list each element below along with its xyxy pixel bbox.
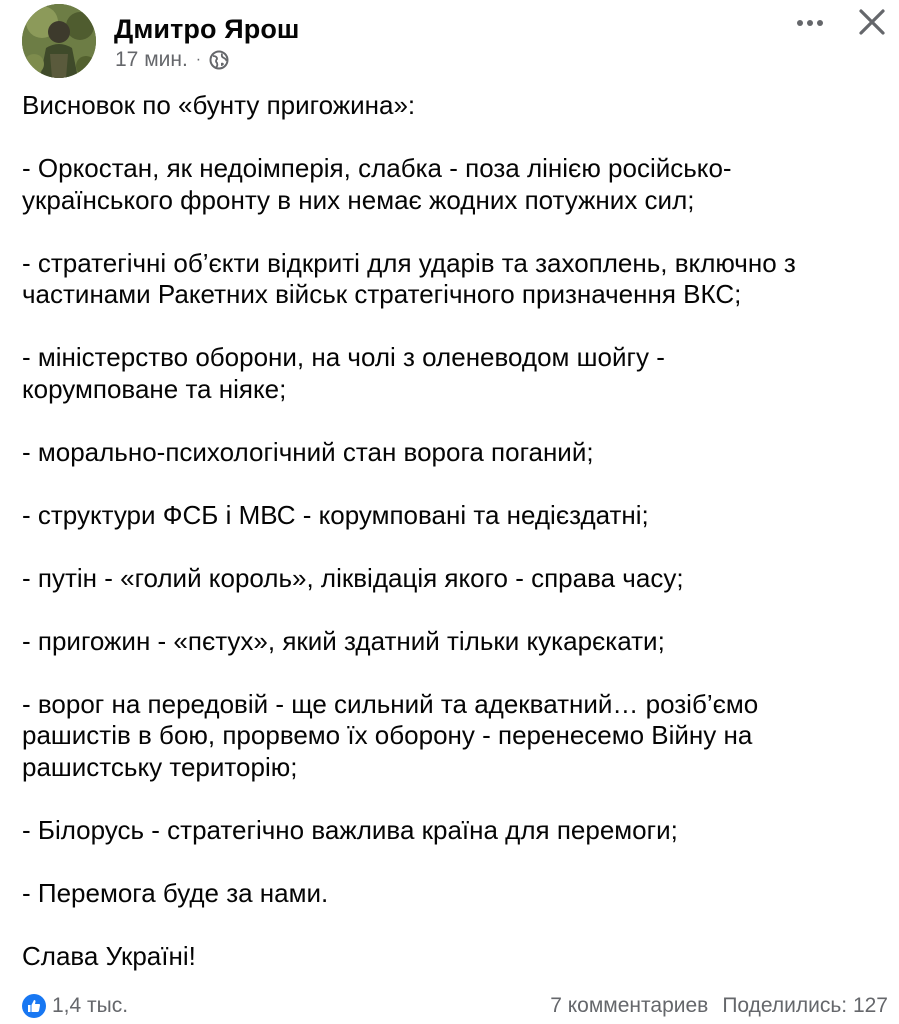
- post-stats: [550, 994, 888, 1018]
- list-item: - міністерство оборони, на чолі з оленеводом шойгу - корумповане та ніяке;: [22, 342, 665, 404]
- meta-separator: ·: [195, 51, 202, 68]
- reactions-count: 1,4 тыс.: [52, 994, 129, 1017]
- list-item: - структури ФСБ і МВС - корумповані та недієздатні;: [22, 499, 649, 530]
- list-item: - ворог на передовій - ще сильний та адекватний… розіб’ємо рашистів в бою, прорвемо їх оборону - перенесемо Війну на рашистську територію;: [22, 688, 759, 782]
- list-item: - путін - «голий король», ліквідація якого - справа часу;: [22, 562, 684, 593]
- list-item: - Оркостан, як недоімперія, слабка - поза лінією російсько- українського фронту в них немає жодних потужних сил;: [22, 153, 732, 215]
- list-item: - Перемога буде за нами.: [22, 877, 329, 908]
- post-header: [22, 4, 882, 82]
- post-body: [22, 90, 882, 1004]
- list-item: - пригожин - «пєтух», який здатний тільки кукарєкати;: [22, 625, 665, 656]
- post-meta: [115, 48, 229, 72]
- close-icon[interactable]: [854, 4, 890, 40]
- comments-count[interactable]: 7 комментариев: [550, 994, 709, 1017]
- post-closing: Слава Україні!: [22, 940, 196, 971]
- shares-count[interactable]: Поделились: 127: [722, 994, 888, 1017]
- globe-icon: [209, 50, 229, 70]
- post-time[interactable]: 17 мин.: [115, 48, 188, 71]
- reactions-summary[interactable]: [22, 994, 128, 1018]
- list-item: - Білорусь - стратегічно важлива країна для перемоги;: [22, 814, 678, 845]
- list-item: - морально-психологічний стан ворога поганий;: [22, 436, 594, 467]
- more-options-icon[interactable]: [790, 6, 830, 40]
- author-name[interactable]: Дмитро Ярош: [114, 14, 300, 44]
- list-item: - стратегічні об’єкти відкриті для ударів та захоплень, включно з частинами Ракетних військ стратегічного призначення ВКС;: [22, 247, 796, 309]
- like-icon: [22, 994, 46, 1018]
- post-intro: Висновок по «бунту пригожина»:: [22, 90, 416, 120]
- avatar[interactable]: [22, 4, 96, 78]
- post-footer: [22, 994, 888, 1024]
